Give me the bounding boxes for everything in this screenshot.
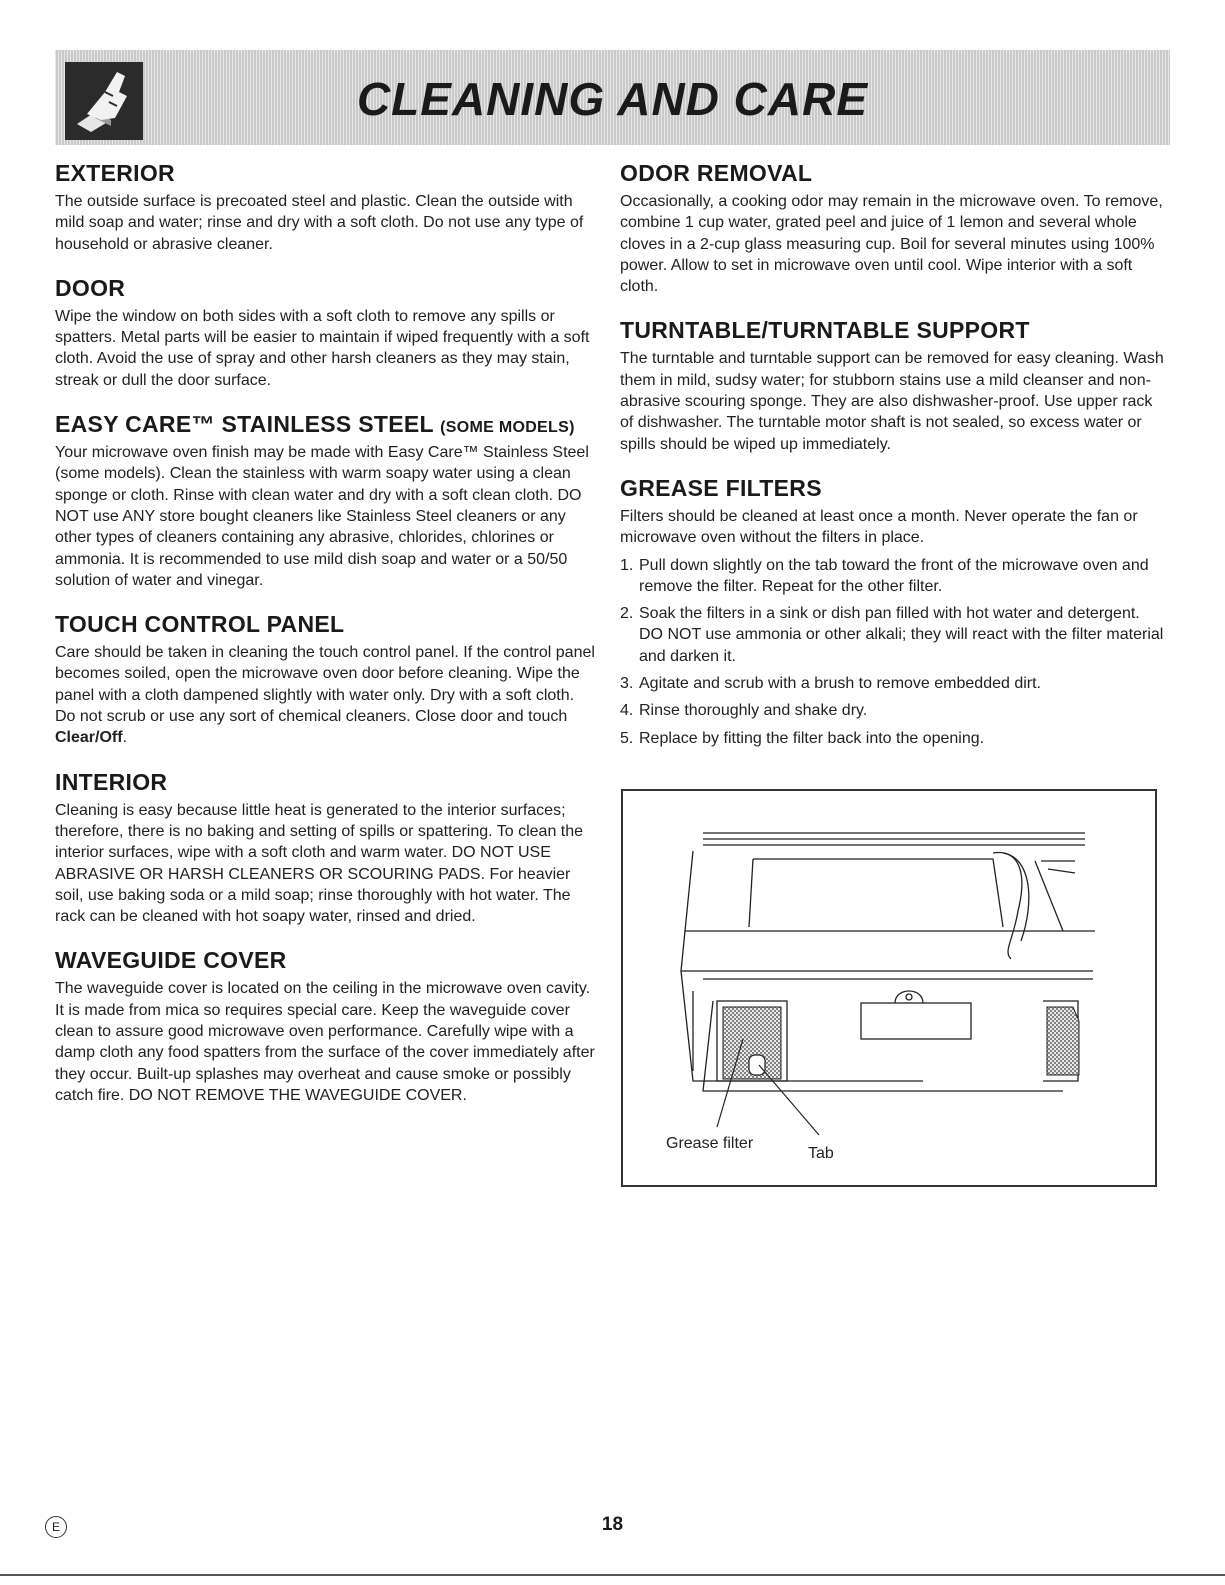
body-odor: Occasionally, a cooking odor may remain in the microwave oven. To remove, combine 1 cup water, grated peel and juice of 1 lemon and several whole cloves in a 2-cup glass measuring cup. Boil for several minutes using 100% power. Allow to set in microwave oven until cool. Wipe interior with a soft cloth. [620, 193, 1163, 296]
body-waveguide: The waveguide cover is located on the ceiling in the microwave oven cavity. It is made from mica so requires special care. Keep the waveguide cover clean to assure good microwave oven performance. Carefully wipe with a damp cloth any food spatters from the surface of the cover immediately after they occur. Built-up splashes may overheat and cause smoke or possibly catch fire. DO NOT REMOVE THE WAVEGUIDE COVER. [55, 980, 595, 1104]
body-exterior: The outside surface is precoated steel and plastic. Clean the outside with mild soap and water; rinse and dry with a soft cloth. Do not use any type of household or abrasive cleaner. [55, 193, 584, 253]
step-text: Pull down slightly on the tab toward the front of the microwave oven and remove the filter. Repeat for the other filter. [639, 556, 1149, 595]
step-text: Rinse thoroughly and shake dry. [639, 702, 868, 720]
body-turntable: The turntable and turntable support can be removed for easy cleaning. Wash them in mild, sudsy water; for stubborn stains use a mild cleanser and non-abrasive scouring sponge. They are also dishwasher-proof. Use upper rack of dishwasher. The turntable motor shaft is not sealed, so excess water or spills should be wiped up immediately. [620, 350, 1164, 453]
list-item [620, 555, 1165, 598]
section-exterior [55, 160, 595, 255]
grease-filter-label: Grease filter [666, 1135, 754, 1152]
body-touch-panel-text: Care should be taken in cleaning the touch control panel. If the control panel becomes soiled, open the microwave oven door before cleaning. Wipe the panel with a cloth dampened slightly with water only. Dry with a soft cloth. Do not scrub or use any sort of chemical cleaners. Close door and touch [55, 644, 595, 726]
section-grease [620, 475, 1165, 749]
section-door [55, 275, 595, 391]
step-text: Replace by fitting the filter back into the opening. [639, 729, 985, 747]
heading-waveguide: WAVEGUIDE COVER [55, 947, 287, 974]
header-banner [55, 50, 1170, 145]
left-column [55, 160, 595, 1126]
heading-easy-care-main: EASY CARE™ STAINLESS STEEL [55, 411, 434, 438]
list-item [620, 673, 1165, 694]
grease-filter-figure [621, 789, 1157, 1187]
clear-off-key: Clear/Off [55, 729, 123, 747]
heading-grease: GREASE FILTERS [620, 474, 822, 501]
grease-steps-list [620, 555, 1165, 749]
step-number: 4. [620, 702, 634, 720]
step-text: Soak the filters in a sink or dish pan filled with hot water and detergent. DO NOT use ammonia or other alkali; they will react with the filter material and darken it. [639, 605, 1164, 665]
section-waveguide [55, 947, 595, 1106]
body-touch-panel-end: . [122, 729, 128, 747]
microwave-underside-illustration [623, 791, 1155, 1185]
body-easy-care: Your microwave oven finish may be made with Easy Care™ Stainless Steel (some models). Clean the stainless with warm soapy water using a clean sponge or cloth. Rinse with clean water and dry with a soft clean cloth. DO NOT use ANY store bought cleaners like Stainless Steel cleaners or any other types of cleaners containing any abrasive, chlorides, chlorines or ammonia. It is recommended to use mild dish soap and water or a 50/50 solution of water and vinegar. [55, 444, 589, 589]
language-mark: E [45, 1516, 67, 1538]
body-grease: Filters should be cleaned at least once a month. Never operate the fan or microwave oven without the filters in place. [620, 507, 1138, 547]
list-item [620, 728, 1165, 749]
heading-touch-panel: TOUCH CONTROL PANEL [55, 611, 345, 638]
list-item [620, 603, 1165, 667]
heading-exterior: EXTERIOR [55, 160, 175, 186]
body-interior: Cleaning is easy because little heat is generated to the interior surfaces; therefore, there is no baking and setting of spills or spattering. To clean the interior surfaces, wipe with a soft cloth and warm water. DO NOT USE ABRASIVE OR HARSH CLEANERS OR SCOURING PADS. For heavier soil, use baking soda or a mild soap; rinse thoroughly with hot water. The rack can be cleaned with hot soapy water, rinsed and dried. [55, 801, 584, 926]
section-odor [620, 160, 1165, 297]
heading-turntable: TURNTABLE/TURNTABLE SUPPORT [620, 317, 1030, 344]
step-text: Agitate and scrub with a brush to remove embedded dirt. [639, 675, 1041, 693]
section-interior [55, 769, 595, 928]
right-column [620, 160, 1165, 769]
bottom-divider [0, 1574, 1225, 1576]
tab-label: Tab [808, 1145, 834, 1162]
body-touch-panel [55, 642, 595, 748]
body-door: Wipe the window on both sides with a soft cloth to remove any spills or spatters. Metal parts will be easier to maintain if wiped frequently with a soft cloth. Avoid the use of spray and other harsh cleaners as they may stain, streak or dull the door surface. [55, 307, 590, 389]
section-turntable [620, 317, 1165, 454]
section-easy-care [55, 411, 595, 591]
step-number: 1. [620, 556, 634, 574]
page-number: 18 [601, 1514, 624, 1535]
heading-odor: ODOR REMOVAL [620, 160, 813, 186]
heading-interior: INTERIOR [55, 768, 168, 795]
section-touch-panel [55, 611, 595, 748]
heading-easy-care [55, 411, 595, 438]
step-number: 3. [620, 675, 634, 693]
heading-door: DOOR [55, 274, 126, 301]
page-title: CLEANING AND CARE [356, 73, 869, 125]
step-number: 5. [620, 729, 634, 747]
heading-easy-care-sub: (SOME MODELS) [440, 419, 575, 437]
list-item [620, 700, 1165, 721]
step-number: 2. [620, 605, 634, 623]
